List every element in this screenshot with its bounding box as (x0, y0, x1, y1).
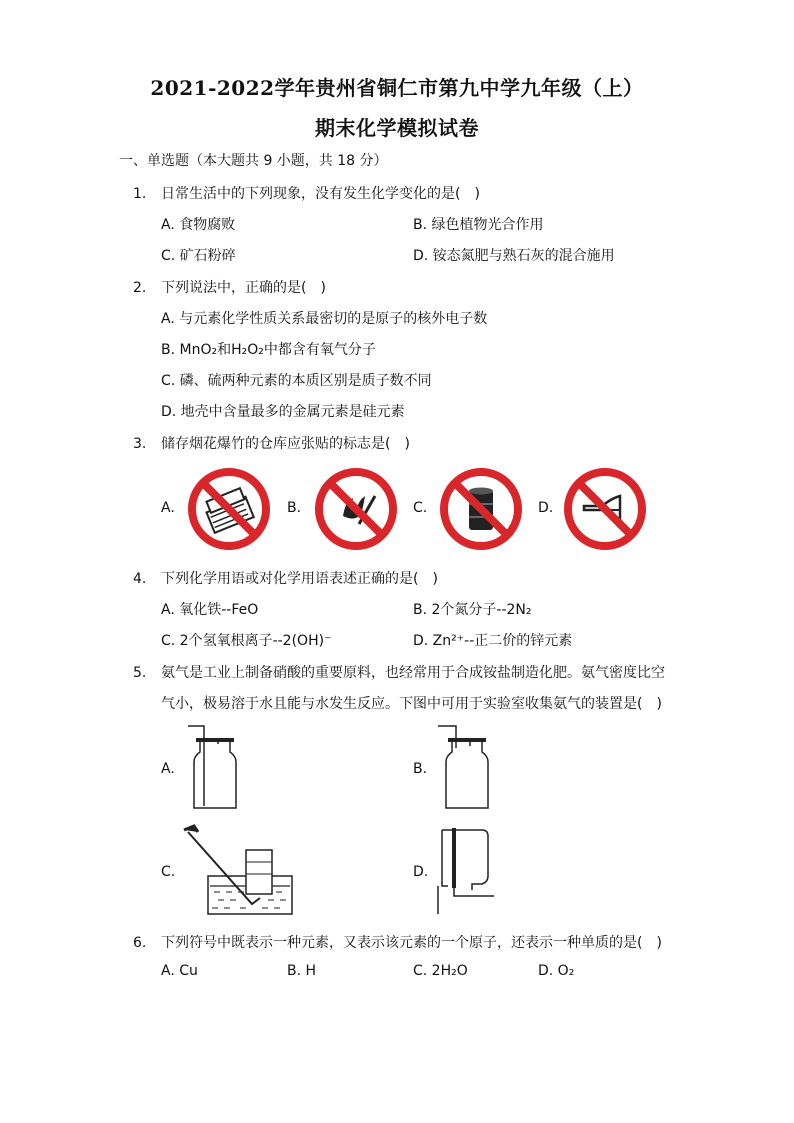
gas-bottle-b-icon (434, 724, 494, 810)
option-b: B. 2个氮分子--2N₂ (413, 602, 532, 618)
option-c: C. (413, 500, 428, 516)
option-a: A. 与元素化学性质关系最密切的是原子的核外电子数 (161, 311, 488, 327)
option-d: D. (538, 500, 554, 516)
option-a: A. Cu (161, 963, 198, 979)
question-text: 日常生活中的下列现象，没有发生化学变化的是( ) (161, 186, 480, 202)
section-heading: 一、单选题（本大题共 9 小题，共 18 分） (119, 153, 388, 169)
question-text: 储存烟花爆竹的仓库应张贴的标志是( ) (161, 436, 410, 452)
exam-title-line2: 期末化学模拟试卷 (315, 116, 479, 140)
option-d: D. 地壳中含量最多的金属元素是硅元素 (161, 404, 405, 420)
question-text: 下列说法中，正确的是( ) (161, 280, 326, 296)
question-text: 氨气是工业上制备硝酸的重要原料，也经常用于合成铵盐制造化肥。氨气密度比空 (161, 665, 665, 681)
option-d: D. O₂ (538, 963, 575, 979)
option-b: B. H (287, 963, 317, 979)
option-c: C. 2个氢氧根离子--2(OH)⁻ (161, 633, 332, 649)
question-number: 6. (133, 935, 147, 951)
question-number: 5. (133, 665, 147, 681)
question-5 (133, 662, 665, 682)
option-a: A. 食物腐败 (161, 217, 236, 233)
question-text: 下列化学用语或对化学用语表述正确的是( ) (161, 571, 438, 587)
option-a: A. (161, 761, 175, 777)
gas-bottle-d-icon (434, 826, 496, 918)
no-fire-icon (313, 466, 399, 552)
option-d: D. (413, 864, 429, 880)
no-horn-icon (562, 466, 648, 552)
option-b: B. (413, 761, 428, 777)
question-6 (133, 932, 662, 952)
question-number: 1. (133, 186, 147, 202)
option-d: D. 铵态氮肥与熟石灰的混合施用 (413, 248, 615, 264)
question-5-line2: 气小，极易溶于水且能与水发生反应。下图中可用于实验室收集氨气的装置是( ) (161, 696, 662, 712)
question-number: 2. (133, 280, 147, 296)
gas-bottle-a-icon (182, 724, 242, 810)
question-3 (133, 433, 410, 453)
question-2 (133, 277, 326, 297)
question-1 (133, 183, 480, 203)
question-text: 下列符号中既表示一种元素，又表示该元素的一个原子，还表示一种单质的是( ) (161, 935, 662, 951)
no-matches-icon (186, 466, 272, 552)
option-c: C. (161, 864, 176, 880)
option-d: D. Zn²⁺--正二价的锌元素 (413, 633, 573, 649)
water-trough-c-icon (182, 824, 294, 918)
option-a: A. 氧化铁--FeO (161, 602, 259, 618)
question-4 (133, 568, 438, 588)
question-number: 3. (133, 436, 147, 452)
option-c: C. 2H₂O (413, 963, 468, 979)
option-c: C. 矿石粉碎 (161, 248, 236, 264)
question-number: 4. (133, 571, 147, 587)
option-b: B. (287, 500, 302, 516)
option-b: B. 绿色植物光合作用 (413, 217, 544, 233)
option-a: A. (161, 500, 175, 516)
no-oil-drum-icon (438, 466, 524, 552)
option-c: C. 磷、硫两种元素的本质区别是质子数不同 (161, 373, 432, 389)
exam-title-line1: 2021-2022学年贵州省铜仁市第九中学九年级（上） (150, 76, 644, 100)
option-b: B. MnO₂和H₂O₂中都含有氧气分子 (161, 342, 376, 358)
